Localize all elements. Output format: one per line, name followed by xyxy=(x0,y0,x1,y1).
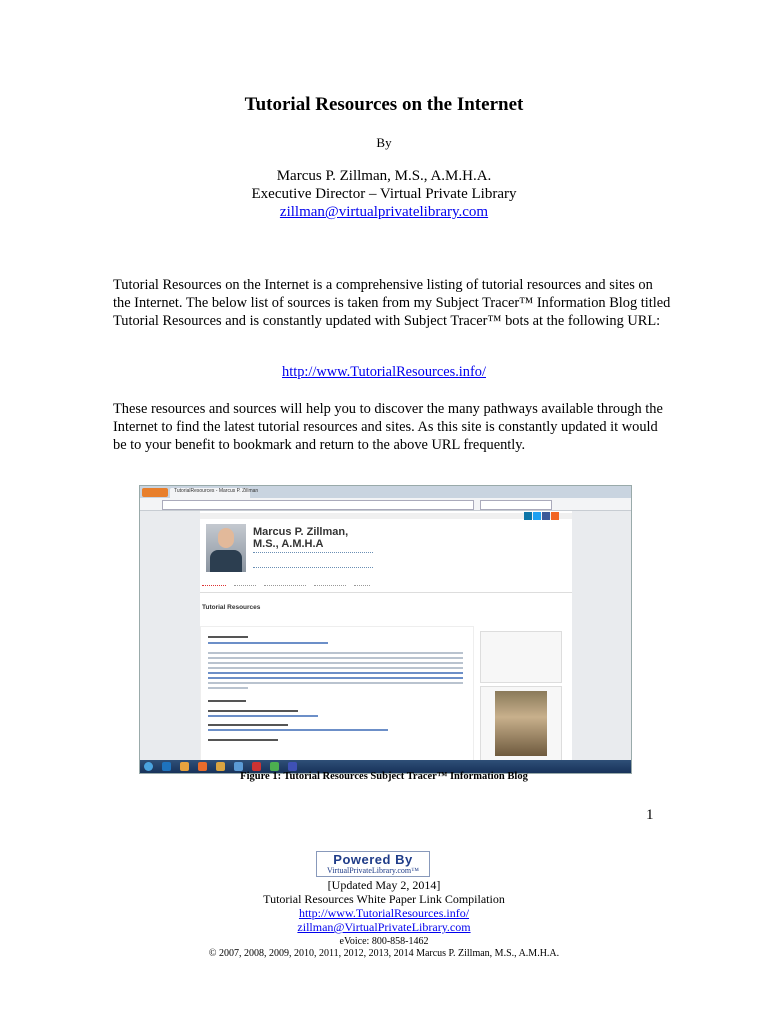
blog-menu-item xyxy=(202,585,226,591)
author-name: Marcus P. Zillman, M.S., A.M.H.A. xyxy=(276,168,492,184)
evoice-number: eVoice: 800-858-1462 xyxy=(339,936,429,947)
bookmark-paragraph: These resources and sources will help you to discover the many pathways available through the Internet to find the latest tutorial resources and sites. As this site is constantly updated it would be to your benefit to bookmark and return to the above URL frequently. xyxy=(113,401,663,453)
post-text-line xyxy=(208,724,288,726)
blog-screenshot-figure xyxy=(139,485,632,774)
tutorial-resources-url-link[interactable]: http://www.TutorialResources.info/ xyxy=(282,364,486,380)
post-link-line xyxy=(208,642,328,644)
blog-section-title: Tutorial Resources xyxy=(202,604,261,611)
blog-top-nav xyxy=(200,513,572,519)
browser-url-bar xyxy=(162,500,474,510)
twitter-icon xyxy=(533,512,541,520)
explorer-icon xyxy=(180,762,189,771)
ie-icon xyxy=(162,762,171,771)
byline: By xyxy=(376,135,392,150)
post-link-line xyxy=(208,672,463,674)
start-icon xyxy=(144,762,153,771)
figure-caption: Figure 1: Tutorial Resources Subject Tracer™ Information Blog xyxy=(240,771,528,782)
post-text-line xyxy=(208,662,463,664)
post-text-line xyxy=(208,710,298,712)
rss-icon xyxy=(551,512,559,520)
post-text-line xyxy=(208,636,248,638)
blog-menu-item xyxy=(234,585,256,591)
facebook-icon xyxy=(542,512,550,520)
app-icon xyxy=(252,762,261,771)
document-title: Tutorial Resources on the Internet xyxy=(244,94,524,115)
browser-search-box xyxy=(480,500,552,510)
post-text-line xyxy=(208,682,463,684)
powered-by-badge[interactable] xyxy=(316,851,430,877)
author-photo-face xyxy=(218,528,234,548)
blog-menu-item xyxy=(314,585,346,591)
folder-icon xyxy=(216,762,225,771)
blog-header-tagline xyxy=(253,552,373,568)
powered-by-site: VirtualPrivateLibrary.com™ xyxy=(327,866,419,875)
post-text-line xyxy=(208,700,246,702)
blog-menu-item xyxy=(264,585,306,591)
app-icon xyxy=(288,762,297,771)
intro-paragraph: Tutorial Resources on the Internet is a comprehensive listing of tutorial resources and sites on the Internet. The below list of sources is taken from my Subject Tracer™ Information Blog titled Tutorial Resources and is constantly updated with Subject Tracer™ bots at the following URL: xyxy=(113,277,671,329)
blog-menu-item xyxy=(354,585,370,591)
side-photo xyxy=(495,691,547,756)
app-icon xyxy=(270,762,279,771)
page-number: 1 xyxy=(646,807,654,823)
post-text-line xyxy=(208,652,463,654)
post-text-line xyxy=(208,687,248,689)
firefox-icon xyxy=(198,762,207,771)
browser-tab-label: TutorialResources - Marcus P. Zillman xyxy=(174,488,259,494)
author-photo-suit xyxy=(210,550,242,572)
blog-post-content xyxy=(200,626,474,763)
linkedin-icon xyxy=(524,512,532,520)
blog-search-widget xyxy=(480,631,562,683)
author-block xyxy=(0,167,768,221)
post-link-line xyxy=(208,715,318,717)
post-text-line xyxy=(208,739,278,741)
footer-email-link[interactable]: zillman@VirtualPrivateLibrary.com xyxy=(297,920,471,934)
compilation-title: Tutorial Resources White Paper Link Compilation xyxy=(263,892,505,906)
firefox-menu-button xyxy=(142,488,168,497)
copyright: © 2007, 2008, 2009, 2010, 2011, 2012, 2013, 2014 Marcus P. Zillman, M.S., A.M.H.A. xyxy=(208,948,560,959)
author-role: Executive Director – Virtual Private Library xyxy=(251,186,517,202)
app-icon xyxy=(234,762,243,771)
post-text-line xyxy=(208,667,463,669)
post-link-line xyxy=(208,729,388,731)
post-link-line xyxy=(208,677,463,679)
powered-by-text: Powered By xyxy=(333,852,413,867)
updated-date: [Updated May 2, 2014] xyxy=(327,878,441,892)
footer-url-link[interactable]: http://www.TutorialResources.info/ xyxy=(298,906,470,920)
post-text-line xyxy=(208,657,463,659)
author-email-link[interactable]: zillman@virtualprivatelibrary.com xyxy=(279,204,489,220)
blog-header-name: Marcus P. Zillman, M.S., A.M.H.A xyxy=(253,526,349,550)
